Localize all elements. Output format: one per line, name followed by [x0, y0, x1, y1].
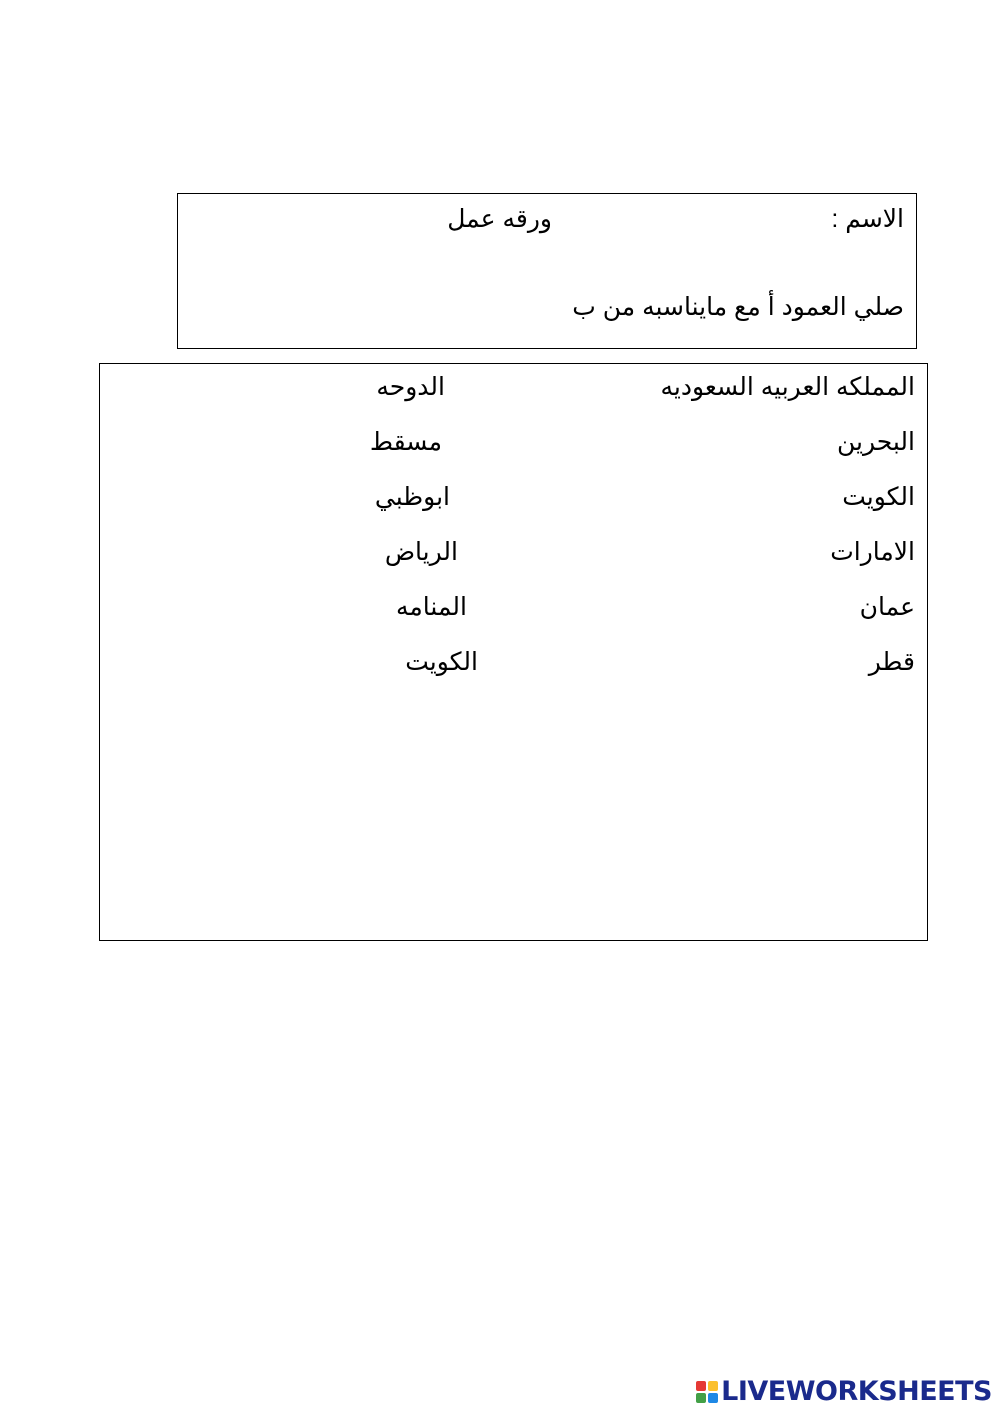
- column-b-item[interactable]: المنامه: [396, 593, 467, 621]
- column-a-item[interactable]: عمان: [859, 593, 915, 621]
- worksheet-header-box: [177, 193, 917, 349]
- logo-text: LIVEWORKSHEETS: [721, 1376, 992, 1407]
- column-b-item[interactable]: الكويت: [405, 648, 478, 676]
- match-row: [100, 482, 927, 522]
- column-a-item[interactable]: المملكه العربيه السعوديه: [660, 373, 915, 401]
- column-a-item[interactable]: الكويت: [842, 483, 915, 511]
- worksheet-title: ورقه عمل: [447, 205, 552, 233]
- column-a-item[interactable]: الامارات: [830, 538, 915, 566]
- column-a-item[interactable]: قطر: [868, 648, 915, 676]
- match-row: [100, 647, 927, 687]
- match-row: [100, 372, 927, 412]
- logo-square-blue: [708, 1393, 718, 1403]
- column-b-item[interactable]: ابوظبي: [374, 483, 450, 511]
- logo-square-red: [696, 1381, 706, 1391]
- logo-squares-icon: [696, 1381, 718, 1403]
- column-b-item[interactable]: الدوحه: [376, 373, 445, 401]
- match-row: [100, 537, 927, 577]
- column-b-item[interactable]: مسقط: [369, 428, 442, 456]
- logo-square-yellow: [708, 1381, 718, 1391]
- column-b-item[interactable]: الرياض: [384, 538, 458, 566]
- matching-box: [99, 363, 928, 941]
- match-row: [100, 427, 927, 467]
- match-row: [100, 592, 927, 632]
- column-a-item[interactable]: البحرين: [836, 428, 915, 456]
- name-label: الاسم :: [831, 205, 904, 233]
- logo-square-green: [696, 1393, 706, 1403]
- liveworksheets-logo: [696, 1376, 992, 1407]
- instruction-text: صلي العمود أ مع مايناسبه من ب: [572, 293, 904, 321]
